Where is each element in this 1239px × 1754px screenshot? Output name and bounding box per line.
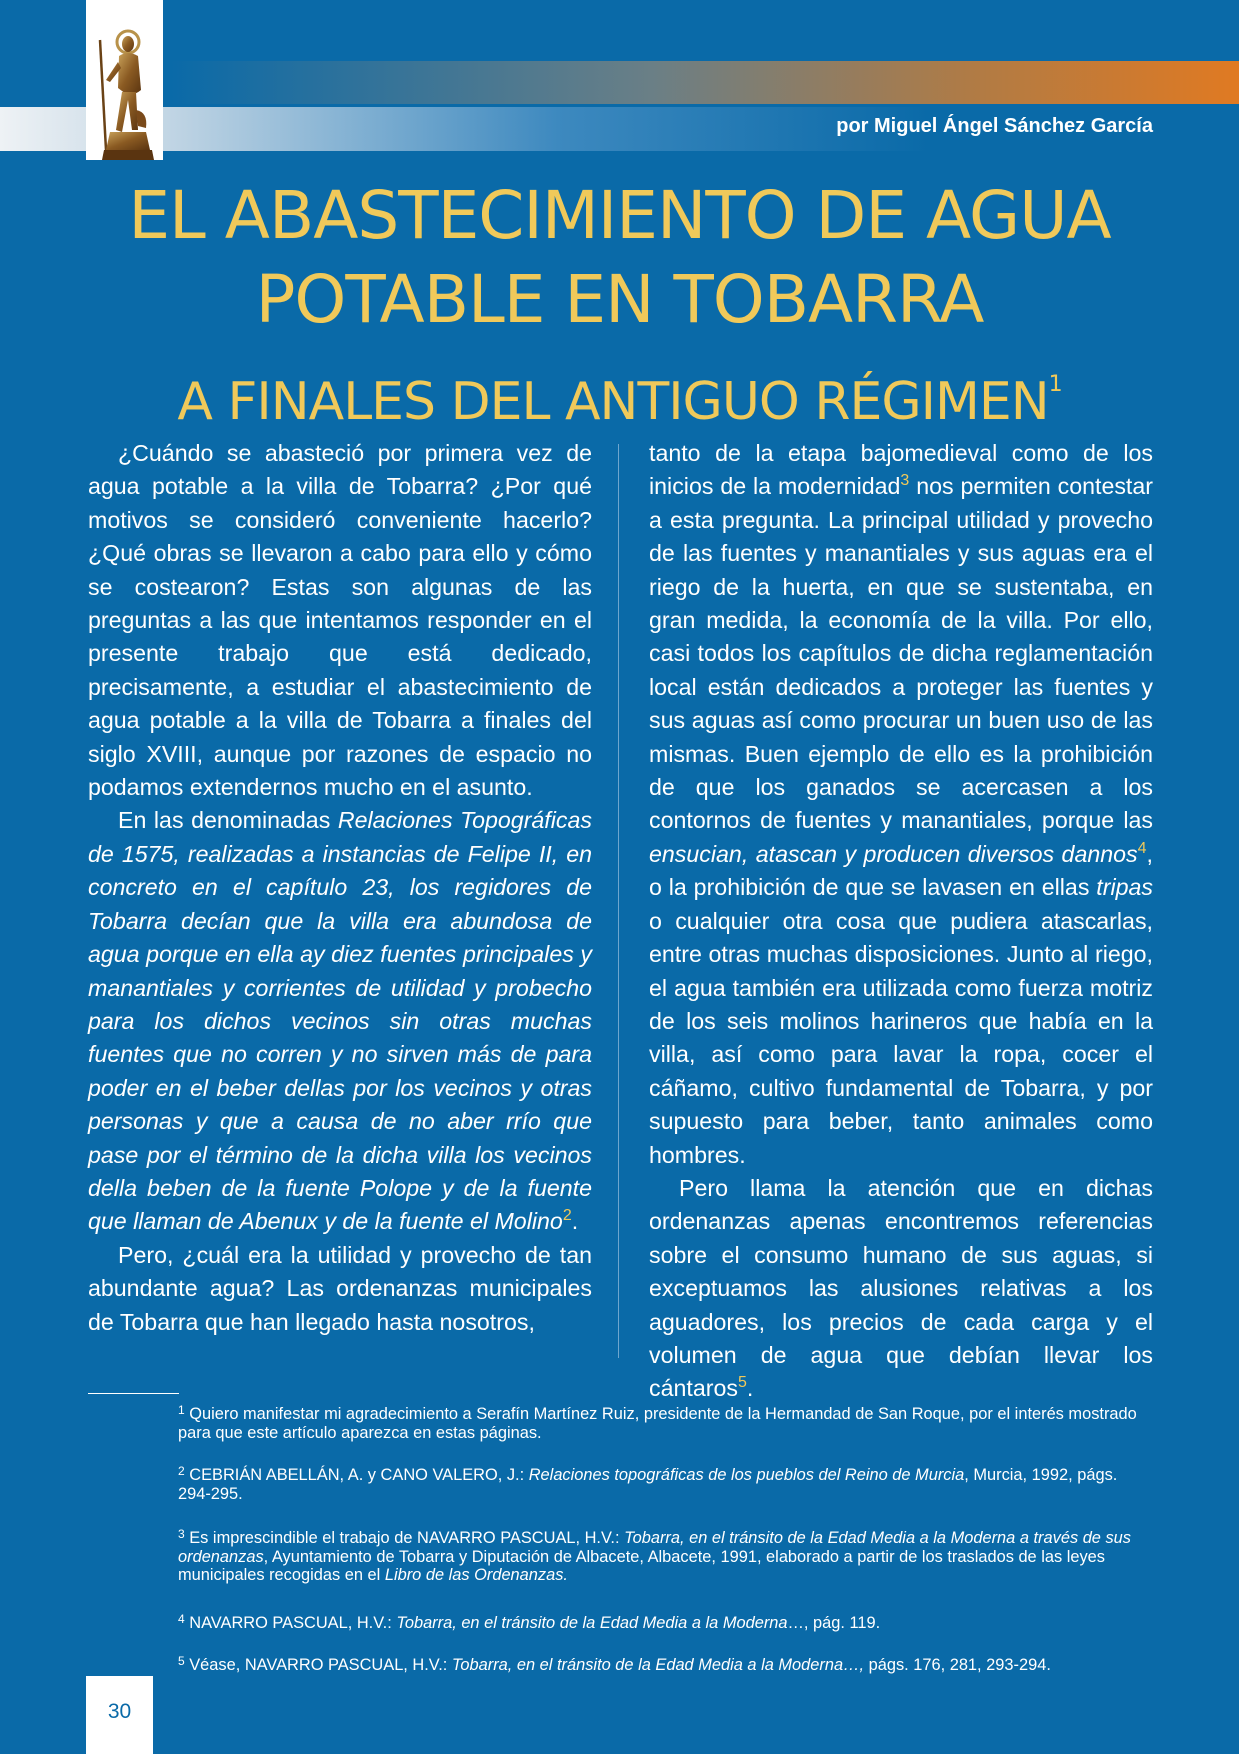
footnote-2-number: 2	[178, 1464, 185, 1478]
footnote-rule	[88, 1393, 179, 1394]
footnote-3-a: Es imprescindible el trabajo de NAVARRO PASCUAL, H.V.:	[189, 1529, 625, 1547]
author-byline: por Miguel Ángel Sánchez García	[836, 115, 1153, 137]
footnote-3-title: Tobarra, en el tránsito de la Edad Media a la Moderna a través de sus ordenanzas	[178, 1529, 1131, 1566]
footnote-ref-2[interactable]: 2	[562, 1207, 572, 1225]
footnote-5-number: 5	[178, 1654, 185, 1668]
footnote-3	[178, 1529, 1151, 1585]
footnote-ref-5[interactable]: 5	[737, 1374, 747, 1392]
footnote-5-title: Tobarra, en el tránsito de la Edad Media a la Moderna…,	[451, 1656, 865, 1674]
footnote-ref-4[interactable]: 4	[1137, 839, 1147, 857]
subtitle-text: A FINALES DEL ANTIGUO RÉGIMEN	[177, 372, 1049, 432]
footnote-4-number: 4	[178, 1612, 185, 1626]
footnote-3-number: 3	[178, 1527, 185, 1541]
text-column-left	[88, 437, 592, 1339]
column-divider	[618, 444, 619, 1358]
paragraph-2-quote: Relaciones Topográficas de 1575, realizadas a instancias de Felipe II, en concreto en el capítulo 23, los regidores de Tobarra decían que la villa era abundosa de agua porque en ella ay diez fuentes principales y manantiales y corrientes de utilidad y probecho para los dichos vecinos sin otras muchas fuentes que no corren y no sirven más de para poder en el beber dellas por los vecinos y otras personas y que a causa de no aber rrío que pase por el término de la dicha villa los vecinos della beben de la fuente Polope y de la fuente que llaman de Abenux y de la fuente el Molino	[88, 807, 592, 1235]
footnote-2-b: , Murcia, 1992, págs. 294-295.	[178, 1466, 1118, 1503]
paragraph-4-a: tanto de la etapa bajomedieval como de los inicios de la modernidad	[649, 440, 1153, 500]
footnote-4-b: …, pág. 119.	[787, 1614, 881, 1632]
footnote-1-text: Quiero manifestar mi agradecimiento a Serafín Martínez Ruiz, presidente de la Hermandad de San Roque, por el interés mostrado para que este artículo aparezca en estas páginas.	[178, 1405, 1137, 1442]
title-line-2: POTABLE EN TOBARRA	[255, 261, 984, 338]
paragraph-4-c: , o la prohibición de que se lavasen en ellas	[649, 840, 1153, 901]
footnote-4-title: Tobarra, en el tránsito de la Edad Media a la Moderna	[396, 1614, 788, 1632]
footnote-3-b: , Ayuntamiento de Tobarra y Diputación de Albacete, Albacete, 1991, elaborado a partir de los traslados de las leyes municipales recogidas en el	[178, 1547, 1105, 1585]
footnote-4	[178, 1614, 1151, 1633]
paragraph-4-d: o cualquier otra cosa que pudiera atascarlas, entre otras muchas disposiciones. Junto al riego, el agua también era utilizada como fuerza motriz de los seis molinos harineros que había en la villa, así como para lavar la ropa, cocer el cáñamo, cultivo fundamental de Tobarra, y por supuesto para beber, tanto animales como hombres.	[649, 907, 1153, 1168]
page-number-box	[86, 1676, 153, 1754]
footnote-ref-3[interactable]: 3	[900, 472, 910, 490]
subtitle-footnote-ref: 1	[1048, 372, 1062, 397]
title-line-1: EL ABASTECIMIENTO DE AGUA	[128, 177, 1111, 254]
footnote-2-a: CEBRIÁN ABELLÁN, A. y CANO VALERO, J.:	[189, 1466, 529, 1484]
footnote-5-b: págs. 176, 281, 293-294.	[864, 1656, 1051, 1674]
paragraph-5-b: .	[746, 1375, 754, 1402]
paragraph-2-end: .	[571, 1208, 579, 1235]
header-band-orange	[170, 61, 1239, 104]
paragraph-2-intro: En las denominadas	[118, 807, 338, 834]
paragraph-4-b: nos permiten contestar a esta pregunta. La principal utilidad y provecho de las fuentes y manantiales y sus aguas era el riego de la huerta, en que se sustentaba, en gran medida, la economía de la villa. Por ello, casi todos los capítulos de dicha reglamentación local están dedicados a proteger las fuentes y sus aguas así como procurar un buen uso de las mismas. Buen ejemplo de ello es la prohibición de que los ganados se acercasen a los contornos de fuentes y manantiales, porque las	[649, 473, 1153, 834]
paragraph-5	[649, 1172, 1153, 1406]
footnote-2-title: Relaciones topográficas de los pueblos del Reino de Murcia	[528, 1466, 965, 1484]
footnote-3-book: Libro de las Ordenanzas.	[384, 1566, 568, 1585]
text-column-right	[649, 437, 1153, 1406]
footnote-1	[178, 1405, 1151, 1442]
footnote-1-number: 1	[178, 1403, 185, 1417]
paragraph-4	[649, 437, 1153, 1172]
paragraph-4-tripas: tripas	[1096, 874, 1153, 901]
logo-box	[86, 0, 163, 160]
footnote-5-a: Véase, NAVARRO PASCUAL, H.V.:	[189, 1656, 452, 1674]
paragraph-2	[88, 804, 592, 1238]
saint-statue-icon	[86, 0, 163, 160]
footnote-4-a: NAVARRO PASCUAL, H.V.:	[189, 1614, 397, 1632]
paragraph-5-a: Pero llama la atención que en dichas ordenanzas apenas encontremos referencias sobre el consumo humano de sus aguas, si exceptuamos las alusiones relativas a los aguadores, los precios de cada carga y el volumen de agua que debían llevar los cántaros	[649, 1174, 1153, 1402]
paragraph-1: ¿Cuándo se abasteció por primera vez de agua potable a la villa de Tobarra? ¿Por qué motivos se consideró conveniente hacerlo? ¿Qué obras se llevaron a cabo para ello y cómo se costearon? Estas son algunas de las preguntas a las que intentamos responder en el presente trabajo que está dedicado, precisamente, a estudiar el abastecimiento de agua potable a la villa de Tobarra a finales del siglo XVIII, aunque por razones de espacio no podamos extendernos mucho en el asunto.	[88, 440, 592, 801]
paragraph-3: Pero, ¿cuál era la utilidad y provecho de tan abundante agua? Las ordenanzas municipales de Tobarra que han llegado hasta nosotros,	[88, 1241, 592, 1335]
footnote-5	[178, 1656, 1151, 1675]
paragraph-4-quote: ensucian, atascan y producen diversos dannos	[649, 840, 1138, 867]
page-number: 30	[107, 1700, 132, 1723]
subtitle	[0, 350, 1239, 437]
footnote-2	[178, 1466, 1151, 1503]
